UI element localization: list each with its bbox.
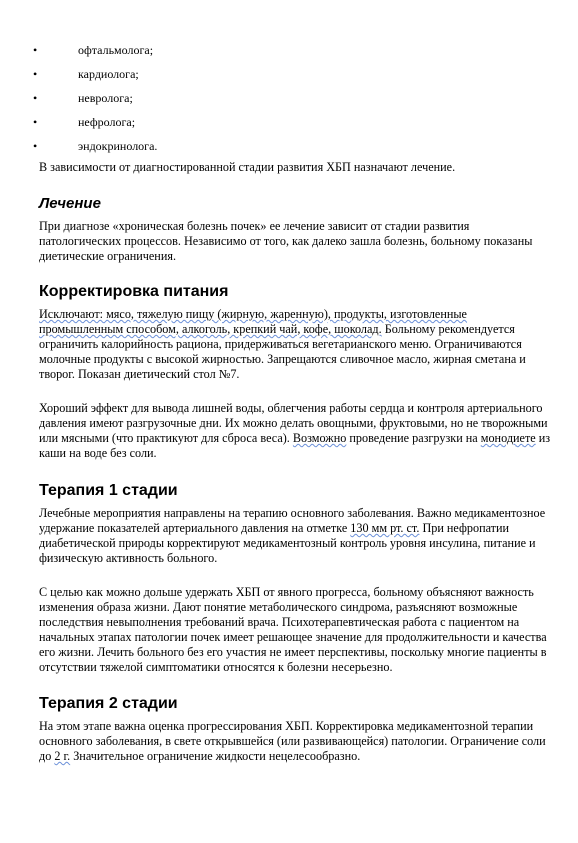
therapy1-line: отсутствии тяжелой симптоматики относятся к болезни несерьезно.: [39, 660, 393, 674]
nutrition-line: ограничить калорийность рациона, придерживаться вегетарианского меню. Ограничиваются: [39, 337, 522, 351]
bullet-icon: •: [33, 139, 38, 153]
treatment-heading: Лечение: [39, 195, 101, 212]
therapy1-line: диабетической природы корректируют медикаментозный контроль уровня инсулина, питание и: [39, 536, 536, 550]
fasting-line: или мясными (что практикуют для сброса веса). Возможно проведение разгрузки на монодиете из: [39, 431, 551, 445]
therapy1-line: его жизни. Лечить больного без его участия не имеет перспективы, поскольку многие пациенты в: [39, 645, 547, 659]
therapy2-line: На этом этапе важна оценка прогрессирования ХБП. Корректировка медикаментозной терапии: [39, 719, 534, 733]
therapy1-line: С целью как можно дольше удержать ХБП от явного прогресса, больному объясняют важность: [39, 585, 534, 599]
nutrition-heading: Корректировка питания: [39, 283, 229, 300]
therapy1-line: физическую активность больного.: [39, 551, 218, 565]
intro-paragraph: В зависимости от диагностированной стадии развития ХБП назначают лечение.: [39, 160, 456, 174]
fasting-line: Хороший эффект для вывода лишней воды, облегчения работы сердца и контроля артериального: [39, 401, 543, 415]
therapy1-line: удержание показателей артериального давления на отметке 130 мм рт. ст. При нефропатии: [39, 521, 510, 535]
nutrition-line: творог. Показан диетический стол №7.: [39, 367, 240, 381]
treatment-line: При диагнозе «хроническая болезнь почек» ее лечение зависит от стадии развития: [39, 219, 470, 233]
nutrition-line: молочные продукты с высокой жирностью. Запрещаются сливочное масло, жирная сметана и: [39, 352, 526, 366]
therapy1-heading: Терапия 1 стадии: [39, 482, 178, 499]
bullet-icon: •: [33, 67, 38, 81]
fasting-line: давления имеют разгрузочные дни. Их можно делать овощными, фруктовыми, но не творожными: [39, 416, 548, 430]
therapy2-line: до 2 г. Значительное ограничение жидкости нецелесообразно.: [39, 749, 361, 763]
bullet-icon: •: [33, 115, 38, 129]
therapy2-heading: Терапия 2 стадии: [39, 695, 178, 712]
therapy1-line: начальных этапах патологии почек имеет решающее значение для продолжительности и качества: [39, 630, 547, 644]
treatment-line: патологических процессов. Независимо от того, как далеко зашла болезнь, больному показаны: [39, 234, 533, 248]
bullet-icon: •: [33, 43, 38, 57]
therapy1-line: последствия невыполнения требований врача. Психотерапевтическая работа с пациентом на: [39, 615, 520, 629]
treatment-line: диетические ограничения.: [39, 249, 177, 263]
bullet-icon: •: [33, 91, 38, 105]
document-page: • офтальмолога; • кардиолога; • невролога; • нефролога; • эндокринолога. В зависимости от диагностированной стадии развития ХБП назначают лечение. Лечение При диагнозе «хроническая болезнь почек» ее лечение зависит от стадии развития патологических процессов. Независимо от того, как далеко зашла болезнь, больному показаны диетические ограничения. Корректировка питания Исключают: мясо, тяжелую пищу (жирную, жаренную), продукты, изготовленные промышленным способом, алкоголь, крепкий чай, кофе, шоколад. Больному рекомендуется ограничить калорийность рациона, придерживаться вегетарианского меню. Ограничиваются молочные продукты с высокой жирностью. Запрещаются сливочное масло, жирная сметана и творог. Показан диетический стол №7. Хороший эффект для вывода лишней воды, облегчения работы сердца и контроля артериального давления имеют разгрузочные дни. Их можно делать овощными, фруктовыми, но не творожными или мясными (что практикуют для сброса веса). Возможно проведение разгрузки на монодиете из каши на воде без соли. Терапия 1 стадии Лечебные мероприятия направлены на терапию основного заболевания. Важно медикаментозное удержание показателей артериального давления на отметке 130 мм рт. ст. При нефропатии диабетической природы корректируют медикаментозный контроль уровня инсулина, питание и физическую активность больного. С целью как можно дольше удержать ХБП от явного прогресса, больному объясняют важность изменения образа жизни. Дают понятие метаболического синдрома, разъясняют возможные последствия невыполнения требований врача. Психотерапевтическая работа с пациентом на начальных этапах патологии почек имеет решающее значение для продолжительности и качества его жизни. Лечить больного без его участия не имеет перспективы, поскольку многие пациенты в отсутствии тяжелой симптоматики относятся к болезни несерьезно. Терапия 2 стадии На этом этапе важна оценка прогрессирования ХБП. Корректировка медикаментозной терапии основного заболевания, в свете открывшейся (или развивающейся) патологии. Ограничение соли до 2 г. Значительное ограничение жидкости нецелесообразно.: [0, 0, 578, 843]
nutrition-line: промышленным способом, алкоголь, крепкий чай, кофе, шоколад. Больному рекомендуется: [39, 322, 515, 336]
therapy1-line: изменения образа жизни. Дают понятие метаболического синдрома, разъясняют возможные: [39, 600, 518, 614]
therapy1-line: Лечебные мероприятия направлены на терапию основного заболевания. Важно медикаментозное: [39, 506, 546, 520]
therapy2-line: основного заболевания, в свете открывшейся (или развивающейся) патологии. Ограничение соли: [39, 734, 546, 748]
nutrition-line: Исключают: мясо, тяжелую пищу (жирную, жаренную), продукты, изготовленные: [39, 307, 467, 321]
fasting-line: каши на воде без соли.: [39, 446, 157, 460]
